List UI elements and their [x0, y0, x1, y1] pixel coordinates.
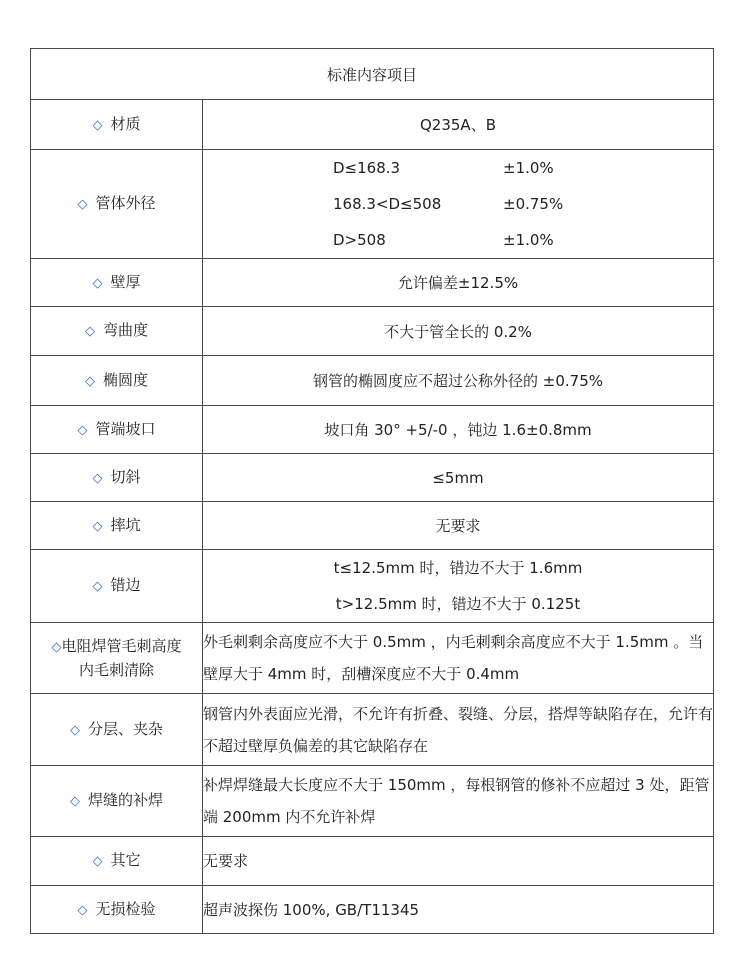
- row-label: ◇ 焊缝的补焊: [31, 766, 203, 837]
- row-value: [203, 550, 714, 623]
- row-value: 无要求: [203, 502, 714, 550]
- row-value: 补焊焊缝最大长度应不大于 150mm ，每根钢管的修补不应超过 3 处，距管端 200mm 内不允许补焊: [203, 766, 714, 837]
- diamond-icon: ◇: [92, 117, 103, 133]
- table-row: [31, 766, 714, 837]
- row-value: 外毛刺剩余高度应不大于 0.5mm ，内毛刺剩余高度应不大于 1.5mm 。当壁厚大于 4mm 时，刮槽深度应不大于 0.4mm: [203, 623, 714, 694]
- tolerance-line: 168.3<D≤508 ±0.75%: [333, 195, 564, 213]
- value-line: t≤12.5mm 时，错边不大于 1.6mm: [333, 559, 583, 577]
- table-row: [31, 100, 714, 150]
- diamond-icon: ◇: [92, 579, 103, 594]
- diamond-icon: ◇: [69, 722, 80, 738]
- tolerance-line: D>508 ±1.0%: [333, 231, 554, 249]
- row-label: ◇ 管体外径: [31, 150, 203, 259]
- diamond-icon: ◇: [77, 902, 88, 918]
- table-row: [31, 259, 714, 307]
- diamond-icon: ◇: [77, 422, 88, 438]
- row-label: ◇ 分层、夹杂: [31, 694, 203, 766]
- diamond-icon: ◇: [84, 373, 95, 389]
- table-row: [31, 886, 714, 934]
- table-header: 标准内容项目: [31, 49, 714, 100]
- diamond-icon: ◇: [77, 197, 88, 212]
- row-value: [203, 150, 714, 259]
- row-label: ◇ 摔坑: [31, 502, 203, 550]
- table-row: [31, 623, 714, 694]
- row-label: ◇ 其它: [31, 837, 203, 886]
- row-label: ◇ 管端坡口: [31, 406, 203, 454]
- diamond-icon: ◇: [69, 794, 80, 809]
- row-label: ◇ 无损检验: [31, 886, 203, 934]
- diamond-icon: ◇: [84, 324, 95, 339]
- row-label: ◇ 切斜: [31, 454, 203, 502]
- row-value: 坡口角 30° +5/-0 ，钝边 1.6±0.8mm: [203, 406, 714, 454]
- table-row: [31, 550, 714, 623]
- row-label: ◇ 错边: [31, 550, 203, 623]
- diamond-icon: ◇: [92, 854, 103, 869]
- diamond-icon: ◇: [92, 470, 103, 486]
- row-value: 超声波探伤 100%, GB/T11345: [203, 886, 714, 934]
- table-header-row: [31, 49, 714, 100]
- diamond-icon: ◇: [51, 640, 62, 655]
- table-row: [31, 454, 714, 502]
- row-value: 钢管的椭圆度应不超过公称外径的 ±0.75%: [203, 356, 714, 406]
- table-row: [31, 150, 714, 259]
- table-row: [31, 356, 714, 406]
- row-value: ≤5mm: [203, 454, 714, 502]
- value-line: t>12.5mm 时，错边不大于 0.125t: [335, 595, 581, 613]
- standards-table: [30, 48, 714, 934]
- row-value: 钢管内外表面应光滑，不允许有折叠、裂缝、分层，搭焊等缺陷存在，允许有不超过壁厚负偏差的其它缺陷存在: [203, 694, 714, 766]
- row-value: 无要求: [203, 837, 714, 886]
- row-label: ◇ 弯曲度: [31, 307, 203, 356]
- diamond-icon: ◇: [92, 275, 103, 291]
- row-value: 不大于管全长的 0.2%: [203, 307, 714, 356]
- diamond-icon: ◇: [92, 518, 103, 534]
- table-row: [31, 694, 714, 766]
- row-value: 允许偏差±12.5%: [203, 259, 714, 307]
- table-row: [31, 502, 714, 550]
- table-row: [31, 406, 714, 454]
- tolerance-line: D≤168.3 ±1.0%: [333, 159, 554, 177]
- table-row: [31, 837, 714, 886]
- row-label: ◇ 椭圆度: [31, 356, 203, 406]
- row-value: Q235A、B: [203, 100, 714, 150]
- table-row: [31, 307, 714, 356]
- row-label: ◇ 材质: [31, 100, 203, 150]
- row-label: ◇电阻焊管毛刺高度 内毛刺清除: [31, 623, 203, 694]
- row-label: ◇ 壁厚: [31, 259, 203, 307]
